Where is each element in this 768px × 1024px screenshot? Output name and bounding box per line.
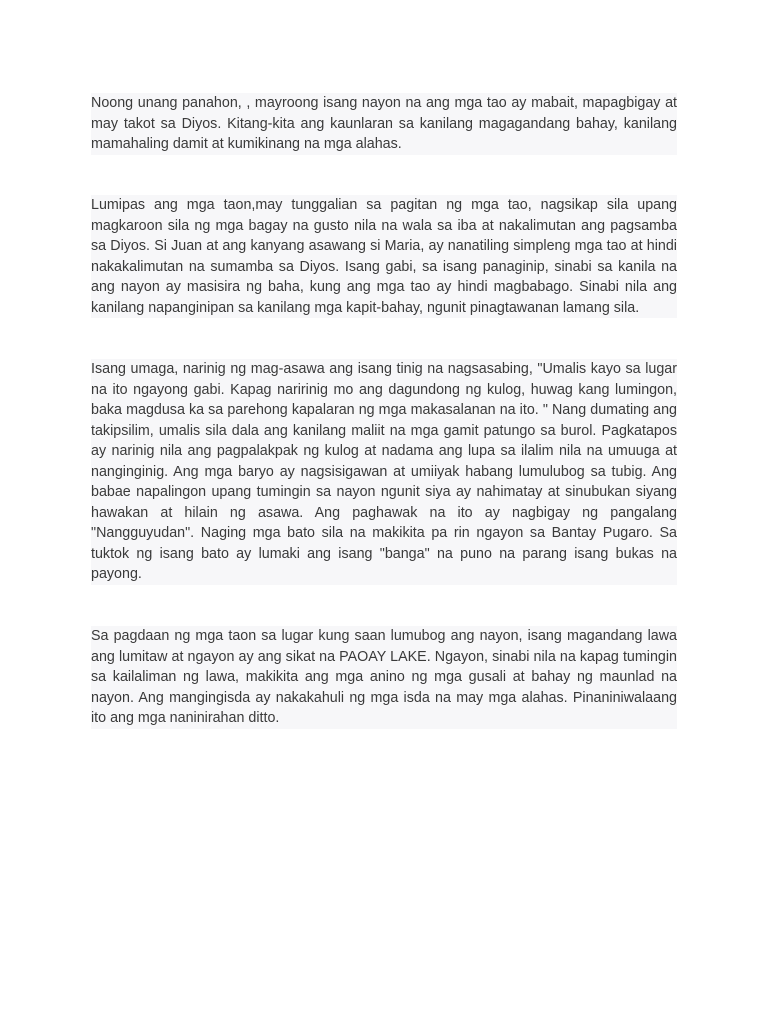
paragraph-2: Lumipas ang mga taon,may tunggalian sa pagitan ng mga tao, nagsikap sila upang magkaroon sila ng mga bagay na gusto nila na wala sa iba at nakalimutan ang pagsamba sa Diyos. Si Juan at ang kanyang asawang si Maria, ay nanatiling simpleng mga tao at hindi nakakalimutan na sumamba sa Diyos. Isang gabi, sa isang panaginip, sinabi sa kanila na ang nayon ay masisira ng baha, kung ang mga tao ay hindi magbabago. Sinabi nila ang kanilang napanginipan sa kanilang mga kapit-bahay, ngunit pinagtawanan lamang sila. <box>91 195 677 318</box>
paragraph-3: Isang umaga, narinig ng mag-asawa ang isang tinig na nagsasabing, "Umalis kayo sa lugar na ito ngayong gabi. Kapag naririnig mo ang dagundong ng kulog, huwag kang lumingon, baka magdusa ka sa parehong kapalaran ng mga makasalanan na ito. " Nang dumating ang takipsilim, umalis sila dala ang kanilang maliit na mga gamit patungo sa burol. Pagkatapos ay narinig nila ang pagpalakpak ng kulog at nadama ang lupa sa ilalim nila na umuuga at nanginginig. Ang mga baryo ay nagsisigawan at umiiyak habang lumulubog sa tubig. Ang babae napalingon upang tumingin sa nayon ngunit siya ay nahimatay at sinubukan siyang hawakan at hilain ng asawa. Ang paghawak na ito ay nagbigay ng pangalang "Nangguyudan". Naging mga bato sila na makikita pa rin ngayon sa Bantay Pugaro. Sa tuktok ng isang bato ay lumaki ang isang "banga" na puno na parang isang bukas na payong. <box>91 359 677 585</box>
paragraph-1: Noong unang panahon, , mayroong isang nayon na ang mga tao ay mabait, mapagbigay at may takot sa Diyos. Kitang-kita ang kaunlaran sa kanilang magagandang bahay, kanilang mamahaling damit at kumikinang na mga alahas. <box>91 93 677 155</box>
paragraph-4: Sa pagdaan ng mga taon sa lugar kung saan lumubog ang nayon, isang magandang lawa ang lumitaw at ngayon ay ang sikat na PAOAY LAKE. Ngayon, sinabi nila na kapag tumingin sa kailaliman ng lawa, makikita ang mga anino ng mga gusali at bahay ng maunlad na nayon. Ang mangingisda ay nakakahuli ng mga isda na may mga alahas. Pinaniniwalaang ito ang mga naninirahan ditto. <box>91 626 677 729</box>
